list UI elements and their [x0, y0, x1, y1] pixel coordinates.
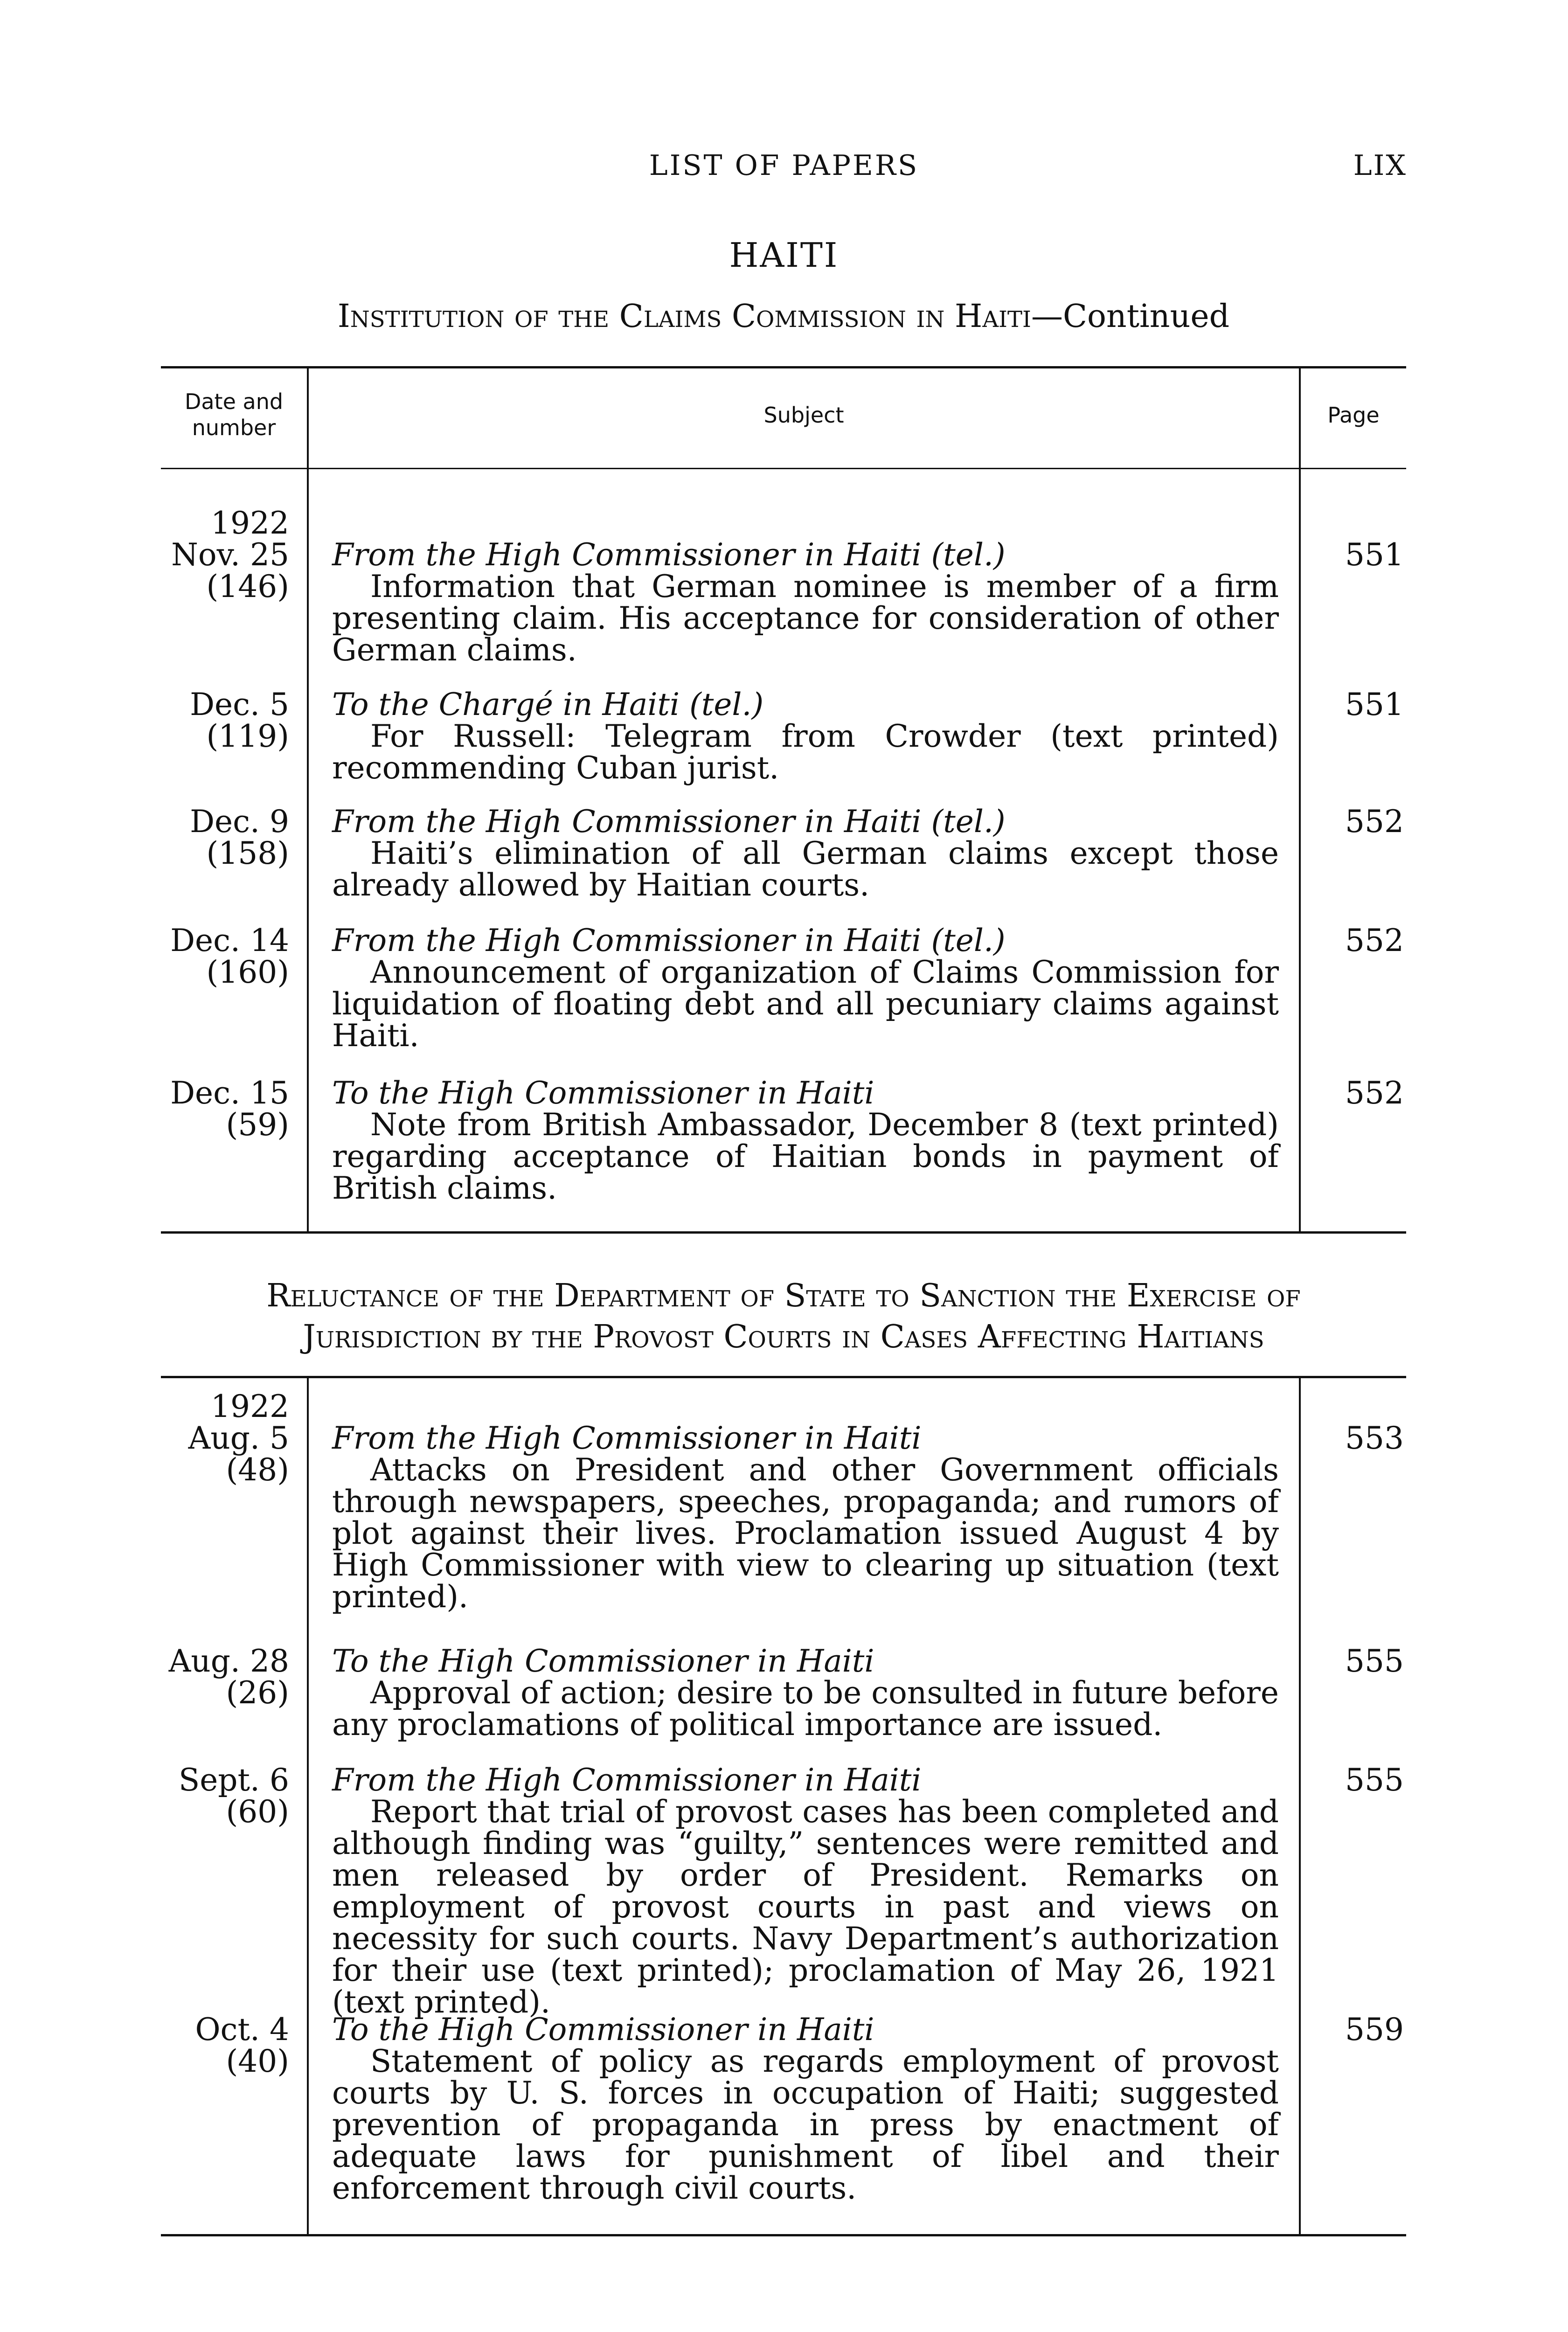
entry-number: (158): [206, 835, 289, 871]
column-header-date-line1: Date and: [184, 389, 284, 414]
entry-subject: [332, 1077, 1279, 1204]
entry-addressee: From the High Commissioner in Haiti: [332, 1762, 922, 1798]
entry-date-day: Oct. 4: [195, 2012, 289, 2047]
entry-number: (40): [226, 2043, 289, 2079]
entry-subject: [332, 539, 1279, 666]
column-header-subject: Subject: [763, 403, 844, 428]
entry-description: Note from British Ambassador, December 8 (text printed) regarding acceptance of Haitian bonds in payment of British claims.: [332, 1107, 1279, 1206]
entry-date: [161, 925, 289, 988]
entry-addressee: From the High Commissioner in Haiti (tel.): [332, 923, 1006, 958]
table2-bottom-rule: [161, 2234, 1406, 2236]
table2-top-rule: [161, 1376, 1406, 1378]
entry-date-day: Aug. 28: [168, 1643, 289, 1679]
entry-number: (146): [206, 569, 289, 604]
entry-date-day: Sept. 6: [179, 1762, 289, 1798]
entry-subject: [332, 925, 1279, 1052]
table1-divider-page: [1299, 368, 1301, 1231]
entry-description: Haiti’s elimination of all German claims except those already allowed by Haitian courts.: [332, 835, 1279, 903]
entry-year: 1922: [211, 1388, 289, 1424]
page-number: LIX: [1353, 149, 1407, 182]
entry-addressee: From the High Commissioner in Haiti (tel.): [332, 537, 1006, 573]
entry-number: (59): [226, 1107, 289, 1143]
column-header-page: Page: [1327, 403, 1380, 428]
entry-addressee: To the High Commissioner in Haiti: [332, 1643, 874, 1679]
entry-addressee: From the High Commissioner in Haiti (tel.): [332, 804, 1006, 840]
section2-title-line2: Jurisdiction by the Provost Courts in Cases Affecting Haitians: [303, 1319, 1264, 1355]
entry-description: Report that trial of provost cases has been completed and although finding was “guilty,” sentences were remitted and men released by order of President. Remarks on employment of provost courts in past and views on necessity for such courts. Navy Department’s authorization for their use (text printed); proclamation of May 26, 1921 (text printed).: [332, 1794, 1279, 2020]
entry-description: Attacks on President and other Government officials through newspapers, speeches, propaganda; and rumors of plot against their lives. Proclamation issued August 4 by High Commissioner with view to clearing up situation (text printed).: [332, 1452, 1279, 1615]
entry-date-day: Aug. 5: [188, 1420, 289, 1456]
entry-addressee: To the High Commissioner in Haiti: [332, 1075, 874, 1111]
entry-page: 551: [1345, 687, 1404, 722]
entry-number: (60): [226, 1794, 289, 1830]
entry-addressee: From the High Commissioner in Haiti: [332, 1420, 922, 1456]
entry-addressee: To the Chargé in Haiti (tel.): [332, 687, 764, 722]
entry-addressee: To the High Commissioner in Haiti: [332, 2012, 874, 2047]
entry-subject: [332, 689, 1279, 784]
section1-title: [161, 296, 1406, 337]
entry-date-day: Dec. 5: [190, 687, 289, 722]
section2-title: [161, 1276, 1406, 1358]
entry-number: (119): [206, 718, 289, 754]
entry-page: 559: [1345, 2012, 1404, 2047]
entry-description: Information that German nominee is member of a firm presenting claim. His acceptance for consideration of other German claims.: [332, 569, 1279, 668]
entry-date-day: Dec. 9: [190, 804, 289, 840]
entry-page: 552: [1345, 1075, 1404, 1111]
entry-description: Announcement of organization of Claims Commission for liquidation of floating debt and all pecuniary claims against Haiti.: [332, 954, 1279, 1054]
table1-divider-date: [307, 368, 309, 1231]
entry-page: 552: [1345, 804, 1404, 840]
entry-date: [161, 2014, 289, 2077]
entry-subject: [332, 1764, 1279, 2018]
country-heading: HAITI: [729, 236, 839, 275]
entry-number: (26): [226, 1675, 289, 1711]
entry-page: 552: [1345, 923, 1404, 958]
entry-year: 1922: [211, 505, 289, 541]
section1-continued: —Continued: [1031, 298, 1230, 335]
entry-page: 555: [1345, 1643, 1404, 1679]
running-title: LIST OF PAPERS: [649, 149, 919, 182]
table2-divider-date: [307, 1378, 309, 2234]
entry-date: [161, 806, 289, 869]
section1-title-text: Institution of the Claims Commission in Haiti: [337, 298, 1031, 335]
entry-subject: [332, 1645, 1279, 1741]
entry-subject: [332, 2014, 1279, 2204]
entry-subject: [332, 1420, 1279, 1615]
column-header-date-line2: number: [192, 415, 276, 440]
entry-subject: [332, 806, 1279, 901]
entry-date: [161, 689, 289, 752]
entry-number: (48): [226, 1452, 289, 1488]
section2-title-line1: Reluctance of the Department of State to Sanction the Exercise of: [266, 1277, 1301, 1314]
table1-bottom-rule: [161, 1231, 1406, 1234]
entry-date: [161, 1645, 289, 1709]
entry-date: [161, 1764, 289, 1828]
column-header-date: [161, 389, 307, 441]
entry-date: [161, 507, 289, 603]
entry-date: [161, 1388, 289, 1488]
entry-page: 553: [1345, 1420, 1404, 1456]
entry-date-day: Dec. 15: [170, 1075, 289, 1111]
entry-date-day: Dec. 14: [170, 923, 289, 958]
entry-number: (160): [206, 954, 289, 990]
entry-description: For Russell: Telegram from Crowder (text printed) recommending Cuban jurist.: [332, 718, 1279, 786]
entry-description: Statement of policy as regards employment of provost courts by U. S. forces in occupation of Haiti; suggested prevention of propaganda in press by enactment of adequate laws for punishment of libel and their enforcement through civil courts.: [332, 2043, 1279, 2206]
entry-date-day: Nov. 25: [171, 537, 289, 573]
entry-description: Approval of action; desire to be consulted in future before any proclamations of political importance are issued.: [332, 1675, 1279, 1742]
table1-top-rule: [161, 366, 1406, 368]
table1-header-rule: [161, 468, 1406, 469]
entry-date: [161, 1077, 289, 1141]
running-header: [0, 149, 1568, 201]
entry-page: 555: [1345, 1762, 1404, 1798]
entry-page: 551: [1345, 537, 1404, 573]
table2-divider-page: [1299, 1378, 1301, 2234]
